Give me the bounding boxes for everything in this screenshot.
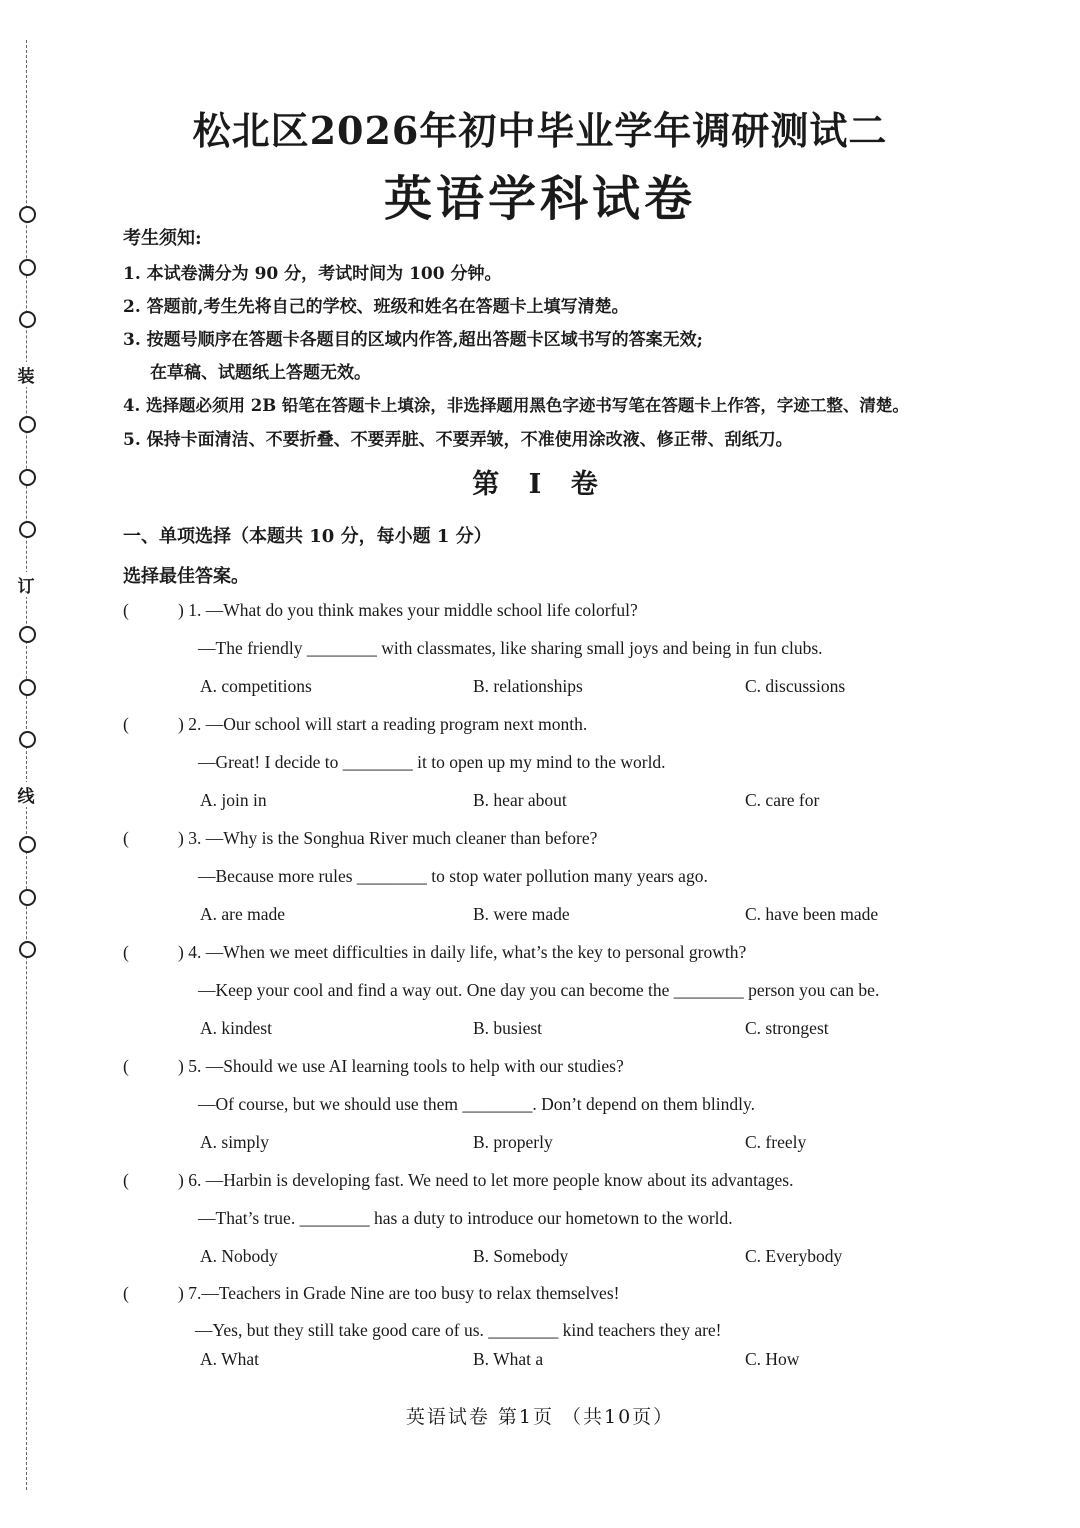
- page-footer: 英语试卷 第1页 （共10页）: [405, 1406, 675, 1428]
- section-title: 一、单项选择（本题共 10 分，每小题 1 分）: [123, 526, 492, 547]
- notice-item: 5. 保持卡面清洁、不要折叠、不要弄脏、不要弄皱，不准使用涂改液、修正带、刮纸刀。: [123, 430, 793, 450]
- question-text: ) 4. —When we meet difficulties in daily life, what’s the key to personal growth?: [178, 942, 747, 962]
- binding-mark-ding: 订: [17, 572, 35, 597]
- binding-hole-icon: [19, 259, 36, 276]
- option-a: A. simply: [200, 1132, 270, 1152]
- question-text: ) 2. —Our school will start a reading program next month.: [178, 714, 588, 734]
- question-text: ) 3. —Why is the Songhua River much cleaner than before?: [178, 828, 598, 848]
- option-c: C. care for: [745, 790, 820, 810]
- answer-bracket[interactable]: (: [123, 828, 129, 848]
- option-a: A. Nobody: [200, 1246, 278, 1266]
- binding-mark-zhuang: 装: [17, 362, 35, 387]
- option-a: A. competitions: [200, 676, 312, 696]
- option-c: C. discussions: [745, 676, 846, 696]
- notice-item: 2. 答题前,考生先将自己的学校、班级和姓名在答题卡上填写清楚。: [123, 297, 629, 317]
- question-text: ) 6. —Harbin is developing fast. We need to let more people know about its advantages.: [178, 1170, 794, 1190]
- answer-bracket[interactable]: (: [123, 714, 129, 734]
- option-c: C. Everybody: [745, 1246, 843, 1266]
- volume-heading: 第 I 卷: [472, 469, 608, 500]
- option-a: A. join in: [200, 790, 267, 810]
- option-c: C. have been made: [745, 904, 879, 924]
- binding-margin: [0, 0, 60, 1528]
- binding-hole-icon: [19, 679, 36, 696]
- option-b: B. busiest: [473, 1018, 543, 1038]
- option-b: B. hear about: [473, 790, 567, 810]
- answer-bracket[interactable]: (: [123, 1283, 129, 1303]
- question-dialog: —That’s true. ________ has a duty to introduce our hometown to the world.: [198, 1208, 733, 1228]
- binding-hole-icon: [19, 889, 36, 906]
- notice-item: 4. 选择题必须用 2B 铅笔在答题卡上填涂，非选择题用黑色字迹书写笔在答题卡上作答，字迹工整、清楚。: [123, 396, 909, 415]
- question-stem: [123, 942, 746, 963]
- answer-bracket[interactable]: (: [123, 1056, 129, 1076]
- question-stem: [123, 1170, 793, 1191]
- notice-item: 3. 按题号顺序在答题卡各题目的区域内作答,超出答题卡区域书写的答案无效;: [123, 330, 703, 350]
- option-a: A. kindest: [200, 1018, 272, 1038]
- notice-item: 1. 本试卷满分为 90 分，考试时间为 100 分钟。: [123, 264, 502, 284]
- binding-hole-icon: [19, 521, 36, 538]
- question-stem: [123, 1283, 619, 1304]
- option-b: B. were made: [473, 904, 570, 924]
- question-stem: [123, 828, 597, 849]
- option-c: C. strongest: [745, 1018, 829, 1038]
- notices-heading: 考生须知:: [123, 228, 202, 249]
- exam-title: 松北区2026年初中毕业学年调研测试二: [192, 108, 888, 153]
- notice-item-continued: 在草稿、试题纸上答题无效。: [150, 363, 371, 383]
- question-dialog: —Great! I decide to ________ it to open up my mind to the world.: [198, 752, 666, 772]
- option-b: B. Somebody: [473, 1246, 569, 1266]
- section-instruction: 选择最佳答案。: [123, 566, 249, 587]
- answer-bracket[interactable]: (: [123, 1170, 129, 1190]
- question-dialog: —Of course, but we should use them ________. Don’t depend on them blindly.: [198, 1094, 756, 1114]
- answer-bracket[interactable]: (: [123, 600, 129, 620]
- binding-hole-icon: [19, 311, 36, 328]
- option-a: A. are made: [200, 904, 286, 924]
- question-stem: [123, 1056, 624, 1077]
- binding-hole-icon: [19, 836, 36, 853]
- binding-hole-icon: [19, 626, 36, 643]
- question-dialog: —Because more rules ________ to stop water pollution many years ago.: [198, 866, 708, 886]
- binding-hole-icon: [19, 731, 36, 748]
- option-a: A. What: [200, 1349, 259, 1369]
- binding-hole-icon: [19, 416, 36, 433]
- binding-mark-xian: 线: [17, 782, 35, 807]
- question-text: ) 1. —What do you think makes your middle school life colorful?: [178, 600, 638, 620]
- exam-subtitle: 英语学科试卷: [383, 171, 696, 227]
- question-dialog: —Yes, but they still take good care of us. ________ kind teachers they are!: [195, 1320, 722, 1340]
- question-dialog: —Keep your cool and find a way out. One day you can become the ________ person you can be.: [198, 980, 880, 1000]
- question-text: ) 7.—Teachers in Grade Nine are too busy to relax themselves!: [178, 1283, 620, 1303]
- option-b: B. relationships: [473, 676, 583, 696]
- question-stem: [123, 714, 587, 735]
- option-b: B. What a: [473, 1349, 544, 1369]
- binding-hole-icon: [19, 941, 36, 958]
- answer-bracket[interactable]: (: [123, 942, 129, 962]
- question-dialog: —The friendly ________ with classmates, like sharing small joys and being in fun clubs.: [198, 638, 823, 658]
- binding-dashed-line: [26, 40, 27, 1490]
- option-c: C. How: [745, 1349, 800, 1369]
- option-c: C. freely: [745, 1132, 807, 1152]
- question-stem: [123, 600, 638, 621]
- question-text: ) 5. —Should we use AI learning tools to help with our studies?: [178, 1056, 624, 1076]
- option-b: B. properly: [473, 1132, 553, 1152]
